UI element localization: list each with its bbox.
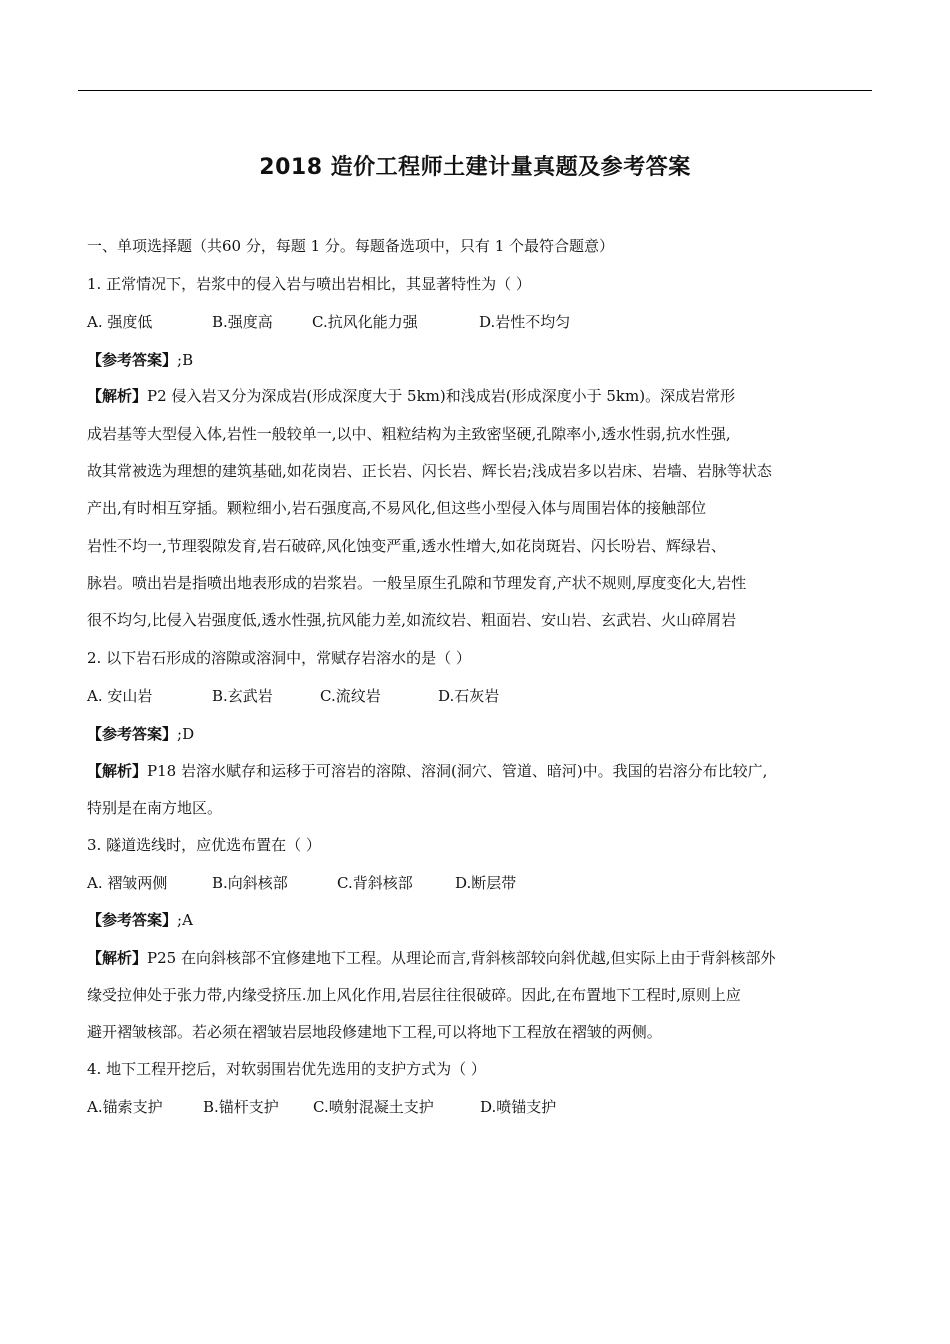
question-2-analysis-line-1 bbox=[87, 761, 767, 781]
question-1-answer-value: B bbox=[182, 351, 194, 369]
question-2-option-d: D.石灰岩 bbox=[438, 687, 500, 705]
question-3-option-a: A. 褶皱两侧 bbox=[87, 874, 168, 892]
analysis-tag: 【解析】 bbox=[87, 762, 148, 780]
question-2-answer-value: D bbox=[182, 725, 195, 743]
question-4-option-d: D.喷锚支护 bbox=[480, 1098, 557, 1116]
question-1-analysis-line-3: 故其常被选为理想的建筑基础,如花岗岩、正长岩、闪长岩、辉长岩;浅成岩多以岩床、岩墙、岩脉等状态 bbox=[87, 462, 772, 480]
question-3-options bbox=[87, 873, 516, 893]
question-1-analysis-line-4: 产出,有时相互穿插。颗粒细小,岩石强度高,不易风化,但这些小型侵入体与周围岩体的接触部位 bbox=[87, 499, 707, 517]
analysis-tag: 【解析】 bbox=[87, 387, 148, 405]
question-1-analysis-line-7: 很不均匀,比侵入岩强度低,透水性强,抗风能力差,如流纹岩、粗面岩、安山岩、玄武岩、火山碎屑岩 bbox=[87, 611, 737, 629]
question-4-stem: 4. 地下工程开挖后，对软弱围岩优先选用的支护方式为（ ） bbox=[87, 1060, 486, 1078]
question-3-option-d: D.断层带 bbox=[455, 874, 517, 892]
question-2-option-a: A. 安山岩 bbox=[87, 687, 153, 705]
question-2-option-b: B.玄武岩 bbox=[212, 687, 273, 705]
question-3-answer: 【参考答案】;A bbox=[87, 911, 193, 929]
analysis-text: P2 侵入岩又分为深成岩(形成深度大于 5km)和浅成岩(形成深度小于 5km)。深成岩常形 bbox=[147, 387, 736, 405]
analysis-text: P18 岩溶水赋存和运移于可溶岩的溶隙、溶洞(洞穴、管道、暗河)中。我国的岩溶分布比较广, bbox=[147, 762, 768, 780]
analysis-text: P25 在向斜核部不宜修建地下工程。从理论而言,背斜核部较向斜优越,但实际上由于背斜核部外 bbox=[147, 949, 776, 967]
question-3-stem: 3. 隧道选线时，应优选布置在（ ） bbox=[87, 836, 321, 854]
question-3-analysis-line-2: 缘受拉伸处于张力带,内缘受挤压.加上风化作用,岩层往往很破碎。因此,在布置地下工程时,原则上应 bbox=[87, 986, 741, 1004]
question-2-option-c: C.流纹岩 bbox=[320, 687, 381, 705]
question-3-answer-value: A bbox=[182, 911, 193, 929]
answer-tag: 【参考答案】 bbox=[87, 911, 178, 929]
question-2-analysis-line-2: 特别是在南方地区。 bbox=[87, 799, 223, 817]
question-1-analysis-line-2: 成岩基等大型侵入体,岩性一般较单一,以中、粗粒结构为主致密坚硬,孔隙率小,透水性弱,抗水性强, bbox=[87, 425, 731, 443]
question-1-answer: 【参考答案】;B bbox=[87, 351, 194, 369]
question-2-options bbox=[87, 686, 499, 706]
question-3-option-b: B.向斜核部 bbox=[212, 874, 288, 892]
question-1-analysis-line-1 bbox=[87, 386, 735, 406]
question-2-stem: 2. 以下岩石形成的溶隙或溶洞中，常赋存岩溶水的是（ ） bbox=[87, 649, 471, 667]
question-1-stem: 1. 正常情况下，岩浆中的侵入岩与喷出岩相比，其显著特性为（ ） bbox=[87, 275, 531, 293]
question-1-option-d: D.岩性不均匀 bbox=[479, 313, 571, 331]
question-3-option-c: C.背斜核部 bbox=[337, 874, 413, 892]
question-4-option-a: A.锚索支护 bbox=[87, 1098, 163, 1116]
page-title: 2018 造价工程师土建计量真题及参考答案 bbox=[259, 155, 691, 180]
question-1-option-c: C.抗风化能力强 bbox=[312, 313, 418, 331]
header-rule bbox=[78, 90, 872, 91]
question-2-answer: 【参考答案】;D bbox=[87, 725, 195, 743]
question-1-analysis-line-5: 岩性不均一,节理裂隙发育,岩石破碎,风化蚀变严重,透水性增大,如花岗斑岩、闪长吩岩、辉绿岩、 bbox=[87, 537, 726, 555]
question-1-option-a: A. 强度低 bbox=[87, 313, 153, 331]
question-1-analysis-line-6: 脉岩。喷出岩是指喷出地表形成的岩浆岩。一般呈原生孔隙和节理发育,产状不规则,厚度变化大,岩性 bbox=[87, 574, 747, 592]
question-4-options bbox=[87, 1097, 556, 1117]
question-4-option-c: C.喷射混凝土支护 bbox=[313, 1098, 434, 1116]
section-heading: 一、单项选择题（共60 分，每题 1 分。每题备选项中，只有 1 个最符合题意） bbox=[87, 237, 615, 255]
question-4-option-b: B.锚杆支护 bbox=[203, 1098, 279, 1116]
answer-tag: 【参考答案】 bbox=[87, 351, 178, 369]
answer-tag: 【参考答案】 bbox=[87, 725, 178, 743]
question-1-options bbox=[87, 312, 570, 332]
analysis-tag: 【解析】 bbox=[87, 949, 148, 967]
question-3-analysis-line-3: 避开褶皱核部。若必须在褶皱岩层地段修建地下工程,可以将地下工程放在褶皱的两侧。 bbox=[87, 1023, 662, 1041]
question-1-option-b: B.强度高 bbox=[212, 313, 273, 331]
question-3-analysis-line-1 bbox=[87, 948, 776, 968]
